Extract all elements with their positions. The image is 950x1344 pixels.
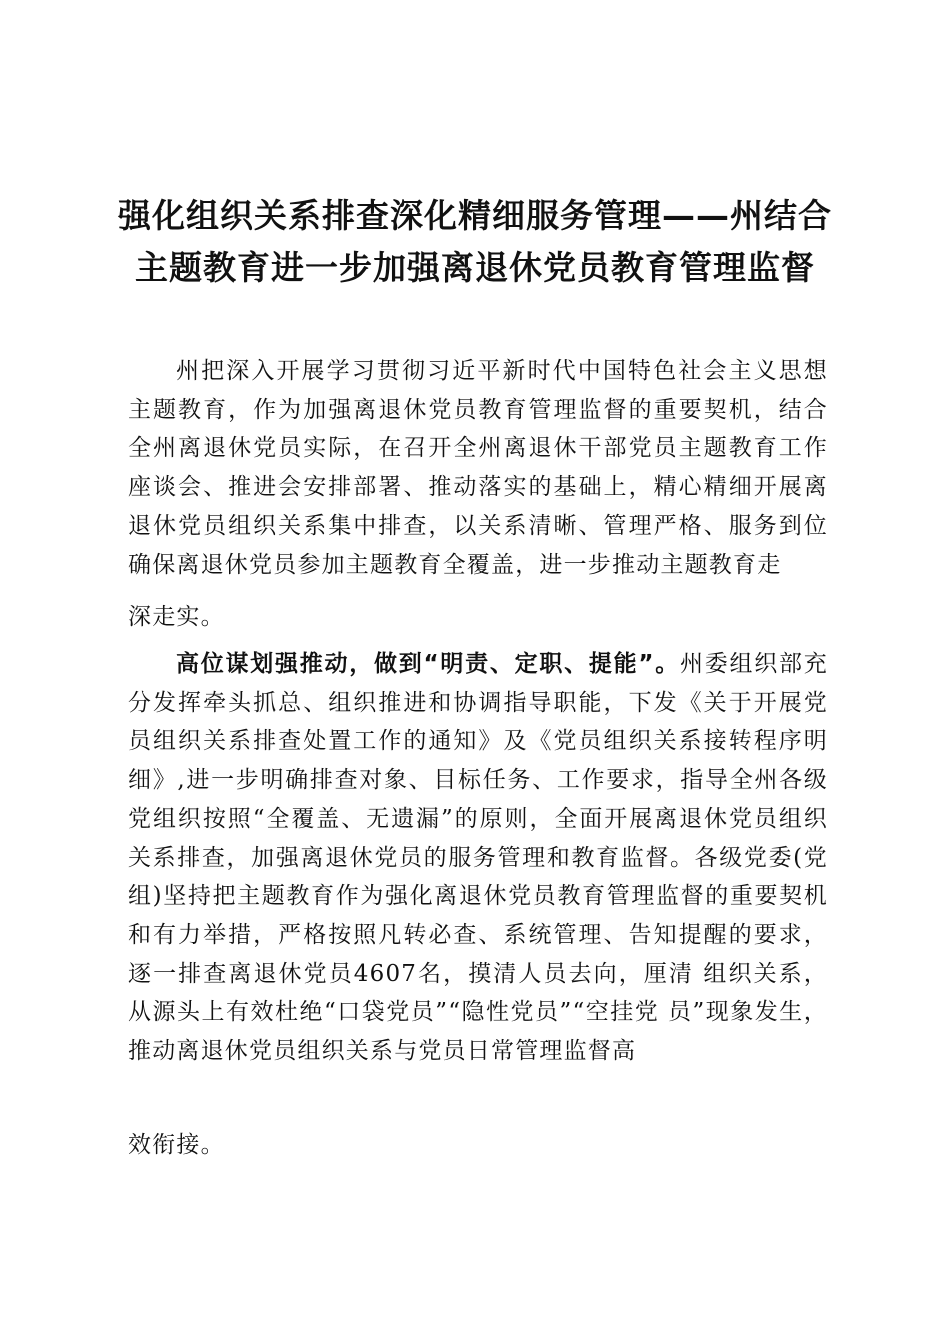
paragraph-measures: [128, 645, 828, 1071]
document-title: 强化组织关系排查深化精细服务管理——州结合主题教育进一步加强离退休党员教育管理监督: [118, 196, 832, 287]
paragraph-measures-lead: 高位谋划强推动，做到“明责、定职、提能”。: [176, 651, 681, 677]
paragraph-measures-body: 州委组织部充分发挥牵头抓总、组织推进和协调指导职能，下发《关于开展党员组织关系排查处置工作的通知》及《党员组织关系接转程序明细》,进一步明确排查对象、目标任务、工作要求，指导全州各级党组织按照“全覆盖、无遗漏”的原则，全面开展离退休党员组织关系排查，加强离退休党员的服务管理和教育监督。各级党委(党组)坚持把主题教育作为强化离退休党员教育管理监督的重要契机和有力举措，严格按照凡转必查、系统管理、告知提醒的要求，逐一排查离退休党员4607名，摸清人员去向，厘清 组织关系，从源头上有效杜绝“口袋党员”“隐性党员”“空挂党 员”现象发生，推动离退休党员组织关系与党员日常管理监督高: [128, 651, 828, 1065]
paragraph-measures-tail: 效衔接。: [128, 1132, 225, 1158]
paragraph-intro-tail: 深走实。: [128, 604, 225, 630]
paragraph-intro: 州把深入开展学习贯彻习近平新时代中国特色社会主义思想主题教育，作为加强离退休党员教育管理监督的重要契机，结合全州离退休党员实际，在召开全州离退休干部党员主题教育工作座谈会、推进会安排部署、推动落实的基础上，精心精细开展离退休党员组织关系集中排查，以关系清晰、管理严格、服务到位确保离退休党员参加主题教育全覆盖，进一步推动主题教育走: [128, 358, 828, 578]
